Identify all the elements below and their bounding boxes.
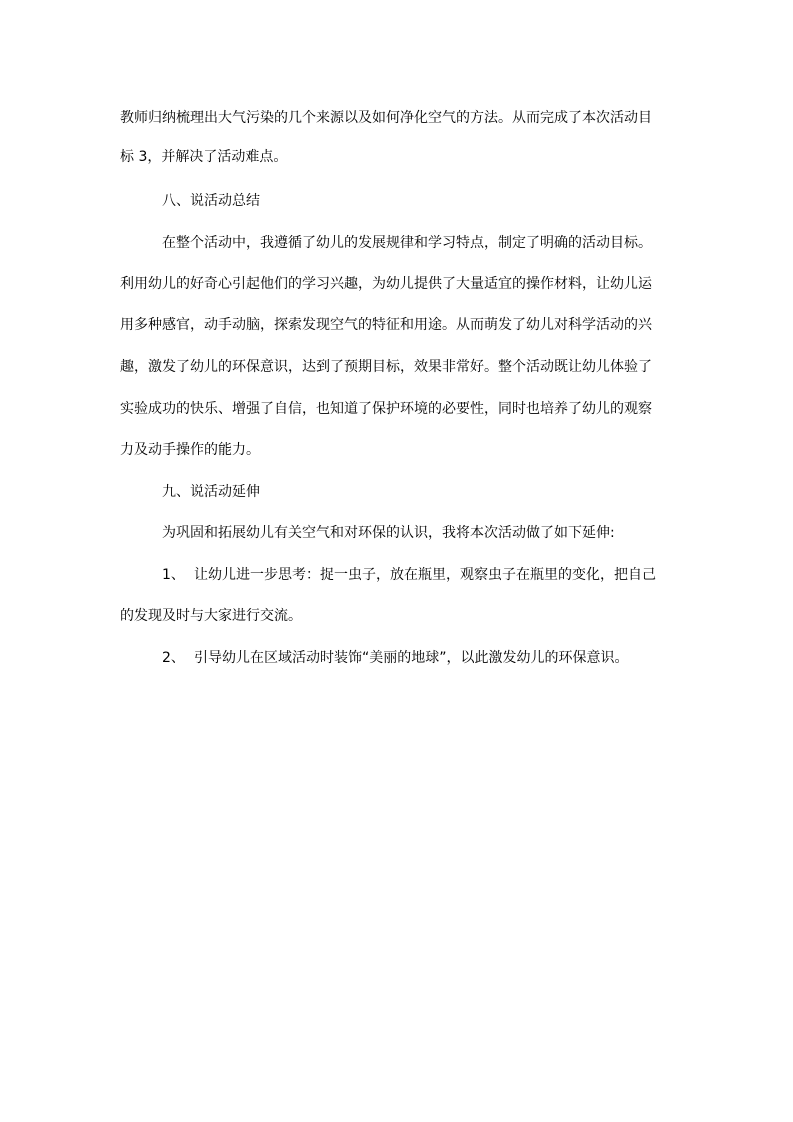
paragraph-line: 教师归纳梳理出大气污染的几个来源以及如何净化空气的方法。从而完成了本次活动目 <box>120 110 652 126</box>
paragraph-line: 实验成功的快乐、增强了自信，也知道了保护环境的必要性，同时也培养了幼儿的观察 <box>120 401 652 417</box>
paragraph-line: 为巩固和拓展幼儿有关空气和对环保的认识，我将本次活动做了如下延伸: <box>162 525 615 541</box>
list-item <box>162 648 682 668</box>
paragraph-line: 用多种感官，动手动脑，探索发现空气的特征和用途。从而萌发了幼儿对科学活动的兴 <box>120 317 652 333</box>
section-heading: 九、说活动延伸 <box>162 484 260 500</box>
paragraph-line: 趣，激发了幼儿的环保意识，达到了预期目标，效果非常好。整个活动既让幼儿体验了 <box>120 359 652 375</box>
paragraph-line: 在整个活动中，我遵循了幼儿的发展规律和学习特点，制定了明确的活动目标。 <box>162 235 652 251</box>
section-heading: 八、说活动总结 <box>162 193 260 209</box>
list-item-text: 引导幼儿在区域活动时装饰“美丽的地球”，以此激发幼儿的环保意识。 <box>194 650 629 666</box>
list-item-continuation: 的发现及时与大家进行交流。 <box>120 608 302 624</box>
paragraph-line: 力及动手操作的能力。 <box>120 442 260 458</box>
paragraph-line: 标 3，并解决了活动难点。 <box>120 149 288 165</box>
paragraph-line: 利用幼儿的好奇心引起他们的学习兴趣，为幼儿提供了大量适宜的操作材料，让幼儿运 <box>120 276 652 292</box>
list-item-number: 1、 <box>162 567 185 583</box>
list-item-text: 让幼儿进一步思考：捉一虫子，放在瓶里，观察虫子在瓶里的变化，把自己 <box>194 567 656 583</box>
list-item-number: 2、 <box>162 650 185 666</box>
list-item <box>162 565 682 585</box>
